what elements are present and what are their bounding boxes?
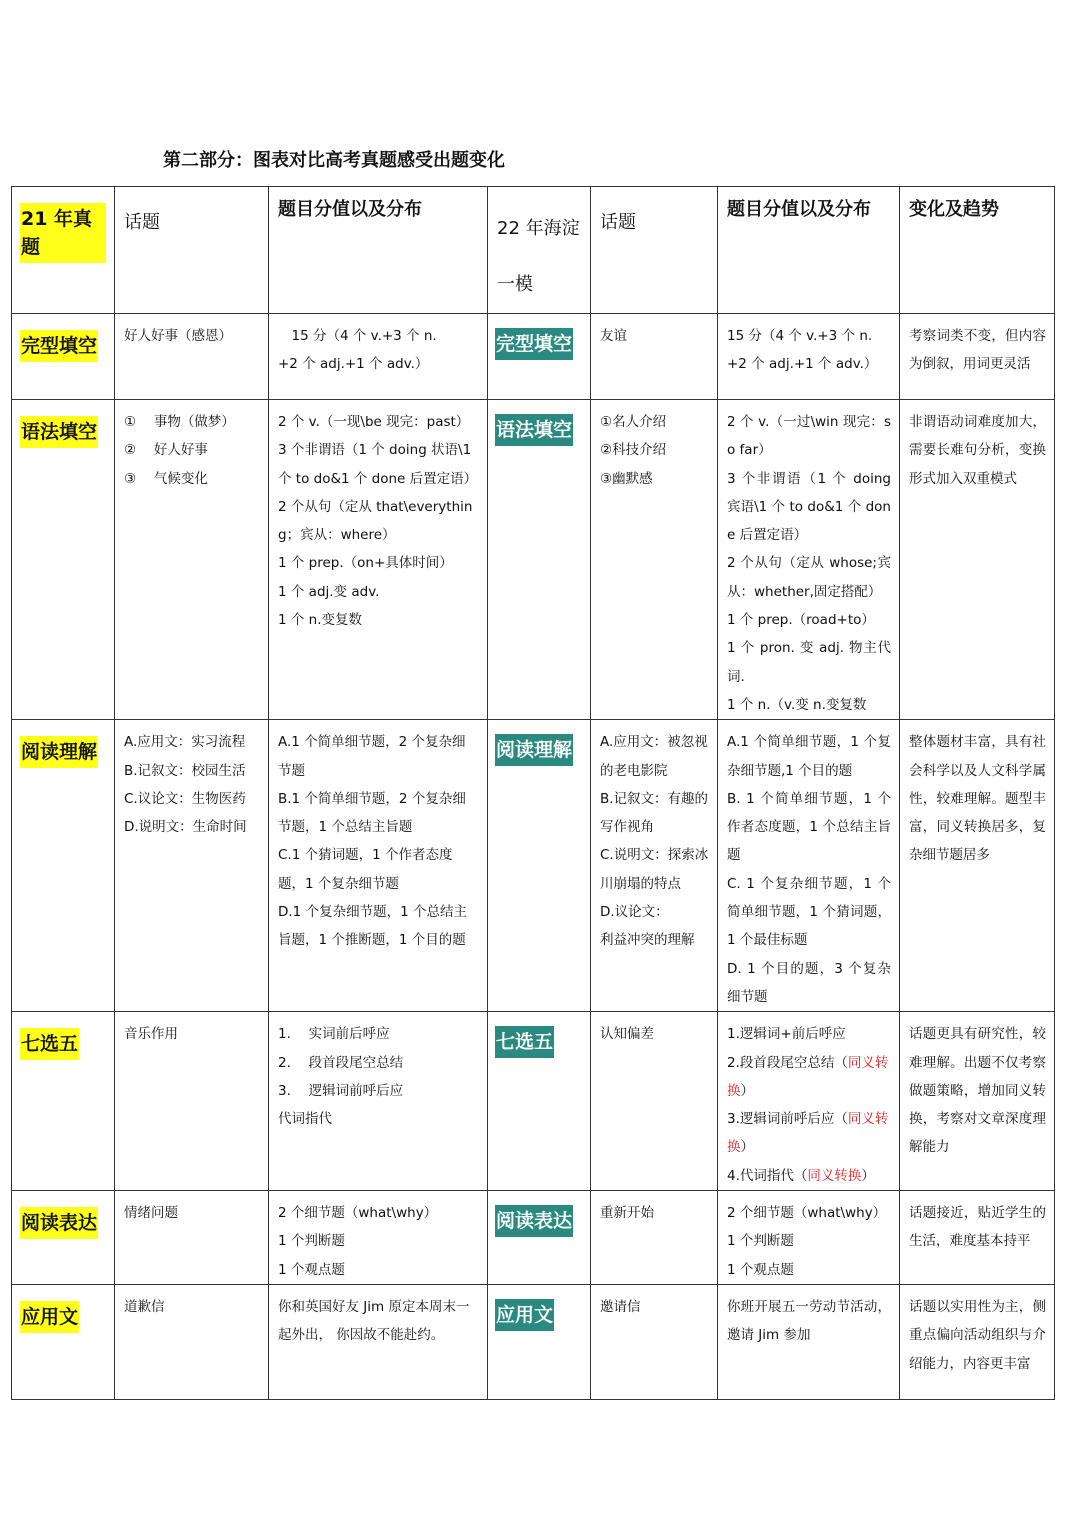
distribution-cell-21 xyxy=(269,1012,488,1191)
distribution-text: 1.逻辑词+前后呼应 xyxy=(727,1026,846,1043)
distribution-line: 1 个 n.变复数 xyxy=(278,612,363,629)
topic-cell-22 xyxy=(591,1284,718,1399)
trend-cell xyxy=(900,1191,1055,1285)
topic-line: ③幽默感 xyxy=(600,470,653,487)
distribution-line: 1 个观点题 xyxy=(727,1261,794,1278)
topic-line: 认知偏差 xyxy=(600,1026,654,1043)
distribution-line xyxy=(727,1105,891,1162)
section-name-22: 应用文 xyxy=(495,1299,554,1331)
distribution-text: 4.代词指代（ xyxy=(727,1167,808,1184)
trend-text: 话题更具有研究性，较难理解。出题不仅考察做题策略，增加同义转换，考察对文章深度理解能力 xyxy=(909,1026,1046,1156)
topic-line: 邀请信 xyxy=(600,1298,641,1315)
trend-text: 非谓语动词难度加大，需要长难句分析，变换形式加入双重模式 xyxy=(909,414,1046,487)
distribution-line: C. 1 个复杂细节题，1 个简单细节题，1 个猜词题，1 个最佳标题 xyxy=(727,875,891,949)
distribution-line: 2 个从句（定从 that\everything；宾从：where） xyxy=(278,498,473,544)
section-cell-21 xyxy=(12,1191,115,1285)
distribution-cell-21 xyxy=(269,314,488,400)
topic-cell-21 xyxy=(115,1284,269,1399)
distribution-line: 2. 段首段尾空总结 xyxy=(278,1054,404,1071)
distribution-line: D.1 个复杂细节题，1 个总结主旨题，1 个推断题，1 个目的题 xyxy=(278,904,467,949)
topic-line: B.记叙文：校园生活 xyxy=(124,762,246,779)
distribution-text: ） xyxy=(861,1167,875,1184)
page-title: 第二部分：图表对比高考真题感受出题变化 xyxy=(163,150,505,171)
distribution-line: 15 分（4 个 v.+3 个 n. xyxy=(727,328,873,344)
distribution-line: 1. 实词前后呼应 xyxy=(278,1026,390,1043)
section-cell-22 xyxy=(488,720,591,1012)
comparison-table xyxy=(11,186,1055,1400)
header-row xyxy=(12,187,1055,314)
topic-line: B.记叙文：有趣的写作视角 xyxy=(600,790,709,836)
distribution-line: B. 1 个简单细节题，1 个作者态度题，1 个总结主旨题 xyxy=(727,790,891,864)
section-cell-21 xyxy=(12,720,115,1012)
distribution-cell-22 xyxy=(718,400,900,720)
trend-cell xyxy=(900,1012,1055,1191)
distribution-text: ） xyxy=(740,1139,754,1156)
topic-cell-22 xyxy=(591,720,718,1012)
topic-line: 好人好事（感恩） xyxy=(124,328,232,344)
header-dist-22: 题目分值以及分布 xyxy=(727,199,871,220)
trend-text: 话题接近，贴近学生的生活，难度基本持平 xyxy=(909,1205,1046,1250)
distribution-line xyxy=(727,1049,891,1106)
distribution-line: 2 个从句（定从 whose;宾从：whether,固定搭配） xyxy=(727,555,891,600)
table-row xyxy=(12,1012,1055,1191)
distribution-line: 1 个 n.（v.变 n.变复数 xyxy=(727,696,867,713)
section-cell-21 xyxy=(12,1284,115,1399)
topic-cell-22 xyxy=(591,314,718,400)
section-cell-21 xyxy=(12,400,115,720)
topic-line: 友谊 xyxy=(600,328,627,344)
distribution-line: +2 个 adj.+1 个 adv.） xyxy=(727,356,878,373)
section-name-22: 语法填空 xyxy=(495,414,573,446)
distribution-line: 2 个细节题（what\why） xyxy=(278,1205,438,1222)
table-row xyxy=(12,314,1055,400)
header-cell-topic-22 xyxy=(591,187,718,314)
trend-cell xyxy=(900,314,1055,400)
topic-line: 道歉信 xyxy=(124,1298,165,1315)
topic-line: A.应用文：实习流程 xyxy=(124,734,246,751)
topic-cell-21 xyxy=(115,720,269,1012)
distribution-line: 2 个细节题（what\why） xyxy=(727,1205,887,1222)
topic-line: 重新开始 xyxy=(600,1205,654,1222)
header-cell-dist-21 xyxy=(269,187,488,314)
distribution-line xyxy=(727,1162,891,1190)
section-name-22: 阅读表达 xyxy=(495,1205,573,1237)
distribution-line: 3 个非谓语（1 个 doing 状语\1 个 to do&1 个 done 后置定语） xyxy=(278,442,478,487)
distribution-line xyxy=(727,1020,891,1048)
section-name-22: 七选五 xyxy=(495,1026,554,1058)
section-name-21: 阅读理解 xyxy=(20,736,98,768)
section-name-21: 语法填空 xyxy=(20,416,98,448)
topic-line: D.议论文： xyxy=(600,904,669,921)
trend-text: 整体题材丰富，具有社会科学以及人文科学属性，较难理解。题型丰富，同义转换居多，复杂细节题居多 xyxy=(909,734,1046,864)
header-dist-21: 题目分值以及分布 xyxy=(278,199,422,220)
header-cell-22-exam xyxy=(488,187,591,314)
distribution-line: 代词指代 xyxy=(278,1111,332,1128)
table-row xyxy=(12,1191,1055,1285)
distribution-cell-22 xyxy=(718,314,900,400)
distribution-line: 3 个非谓语（1 个 doing 宾语\1 个 to do&1 个 done 后置定语） xyxy=(727,470,891,544)
topic-line: ①名人介绍 xyxy=(600,414,667,430)
highlight-text: 同义转换 xyxy=(727,1054,889,1099)
topic-cell-21 xyxy=(115,1191,269,1285)
trend-cell xyxy=(900,400,1055,720)
header-cell-21-exam xyxy=(12,187,115,314)
topic-line: ②科技介绍 xyxy=(600,442,667,459)
section-cell-22 xyxy=(488,400,591,720)
topic-line: A.应用文：被忽视的老电影院 xyxy=(600,734,708,779)
trend-cell xyxy=(900,1284,1055,1399)
section-cell-22 xyxy=(488,314,591,400)
header-21-label: 21 年真题 xyxy=(20,203,106,263)
distribution-line: C.1 个猜词题，1 个作者态度题，1 个复杂细节题 xyxy=(278,847,453,892)
header-trend: 变化及趋势 xyxy=(909,199,999,220)
section-cell-22 xyxy=(488,1284,591,1399)
topic-cell-22 xyxy=(591,1012,718,1191)
distribution-cell-21 xyxy=(269,720,488,1012)
distribution-text: ） xyxy=(740,1082,754,1099)
section-cell-22 xyxy=(488,1191,591,1285)
topic-line: D.说明文：生命时间 xyxy=(124,819,247,836)
distribution-line: 1 个 pron. 变 adj. 物主代词. xyxy=(727,640,891,685)
table-row xyxy=(12,400,1055,720)
trend-text: 考察词类不变，但内容为倒叙，用词更灵活 xyxy=(909,328,1046,373)
topic-line: ③ 气候变化 xyxy=(124,470,208,487)
distribution-cell-22 xyxy=(718,1284,900,1399)
highlight-text: 同义转换 xyxy=(727,1111,889,1156)
distribution-line: A.1 个简单细节题，1 个复杂细节题,1 个目的题 xyxy=(727,734,891,779)
topic-line: 音乐作用 xyxy=(124,1026,178,1043)
distribution-cell-21 xyxy=(269,1284,488,1399)
section-name-22: 阅读理解 xyxy=(495,734,573,766)
topic-line: 利益冲突的理解 xyxy=(600,932,695,949)
header-cell-topic-21 xyxy=(115,187,269,314)
section-name-21: 应用文 xyxy=(20,1301,79,1333)
distribution-line: 1 个判断题 xyxy=(727,1233,794,1250)
topic-cell-22 xyxy=(591,400,718,720)
header-22-label: 22 年海淀一模 xyxy=(497,218,580,295)
topic-line: 情绪问题 xyxy=(124,1205,178,1222)
distribution-cell-22 xyxy=(718,1012,900,1191)
section-cell-21 xyxy=(12,314,115,400)
distribution-line: 1 个观点题 xyxy=(278,1261,345,1278)
distribution-line: 1 个 prep.（road+to） xyxy=(727,612,875,629)
distribution-line: +2 个 adj.+1 个 adv.） xyxy=(278,356,429,373)
section-name-21: 阅读表达 xyxy=(20,1207,98,1239)
distribution-line: 1 个 prep.（on+具体时间） xyxy=(278,555,453,572)
distribution-line: A.1 个简单细节题，2 个复杂细节题 xyxy=(278,734,466,779)
header-topic-22: 话题 xyxy=(600,212,636,233)
distribution-cell-22 xyxy=(718,1191,900,1285)
distribution-line: 2 个 v.（一现\be 现完：past） xyxy=(278,414,470,430)
header-topic-21: 话题 xyxy=(124,212,160,233)
trend-cell xyxy=(900,720,1055,1012)
distribution-line: B.1 个简单细节题，2 个复杂细节题，1 个总结主旨题 xyxy=(278,790,466,836)
distribution-cell-22 xyxy=(718,720,900,1012)
header-cell-dist-22 xyxy=(718,187,900,314)
trend-text: 话题以实用性为主，侧重点偏向活动组织与介绍能力，内容更丰富 xyxy=(909,1298,1046,1372)
distribution-line: 1 个判断题 xyxy=(278,1233,345,1250)
topic-line: ① 事物（做梦） xyxy=(124,414,235,430)
distribution-line: 15 分（4 个 v.+3 个 n. xyxy=(278,328,437,344)
section-name-22: 完型填空 xyxy=(495,328,573,360)
section-cell-22 xyxy=(488,1012,591,1191)
distribution-text: 3.逻辑词前呼后应（ xyxy=(727,1111,848,1128)
distribution-text: 2.段首段尾空总结（ xyxy=(727,1054,848,1071)
distribution-line: 你和英国好友 Jim 原定本周末一起外出， 你因故不能赴约。 xyxy=(278,1298,470,1344)
topic-cell-22 xyxy=(591,1191,718,1285)
topic-cell-21 xyxy=(115,400,269,720)
topic-line: ② 好人好事 xyxy=(124,442,208,459)
distribution-line: 2 个 v.（一过\win 现完：so far） xyxy=(727,414,891,459)
table-row xyxy=(12,1284,1055,1399)
topic-line: C.说明文：探索冰川崩塌的特点 xyxy=(600,847,709,892)
header-cell-trend xyxy=(900,187,1055,314)
distribution-cell-21 xyxy=(269,400,488,720)
table-row xyxy=(12,720,1055,1012)
distribution-cell-21 xyxy=(269,1191,488,1285)
distribution-line: 3. 逻辑词前呼后应 xyxy=(278,1082,404,1099)
section-name-21: 七选五 xyxy=(20,1028,79,1060)
topic-cell-21 xyxy=(115,314,269,400)
topic-line: C.议论文：生物医药 xyxy=(124,790,246,807)
distribution-line: 1 个 adj.变 adv. xyxy=(278,583,380,600)
distribution-line: 你班开展五一劳动节活动，邀请 Jim 参加 xyxy=(727,1298,891,1344)
highlight-text: 同义转换 xyxy=(807,1167,862,1184)
section-cell-21 xyxy=(12,1012,115,1191)
topic-cell-21 xyxy=(115,1012,269,1191)
distribution-line: D. 1 个目的题，3 个复杂细节题 xyxy=(727,960,891,1005)
section-name-21: 完型填空 xyxy=(20,330,98,362)
